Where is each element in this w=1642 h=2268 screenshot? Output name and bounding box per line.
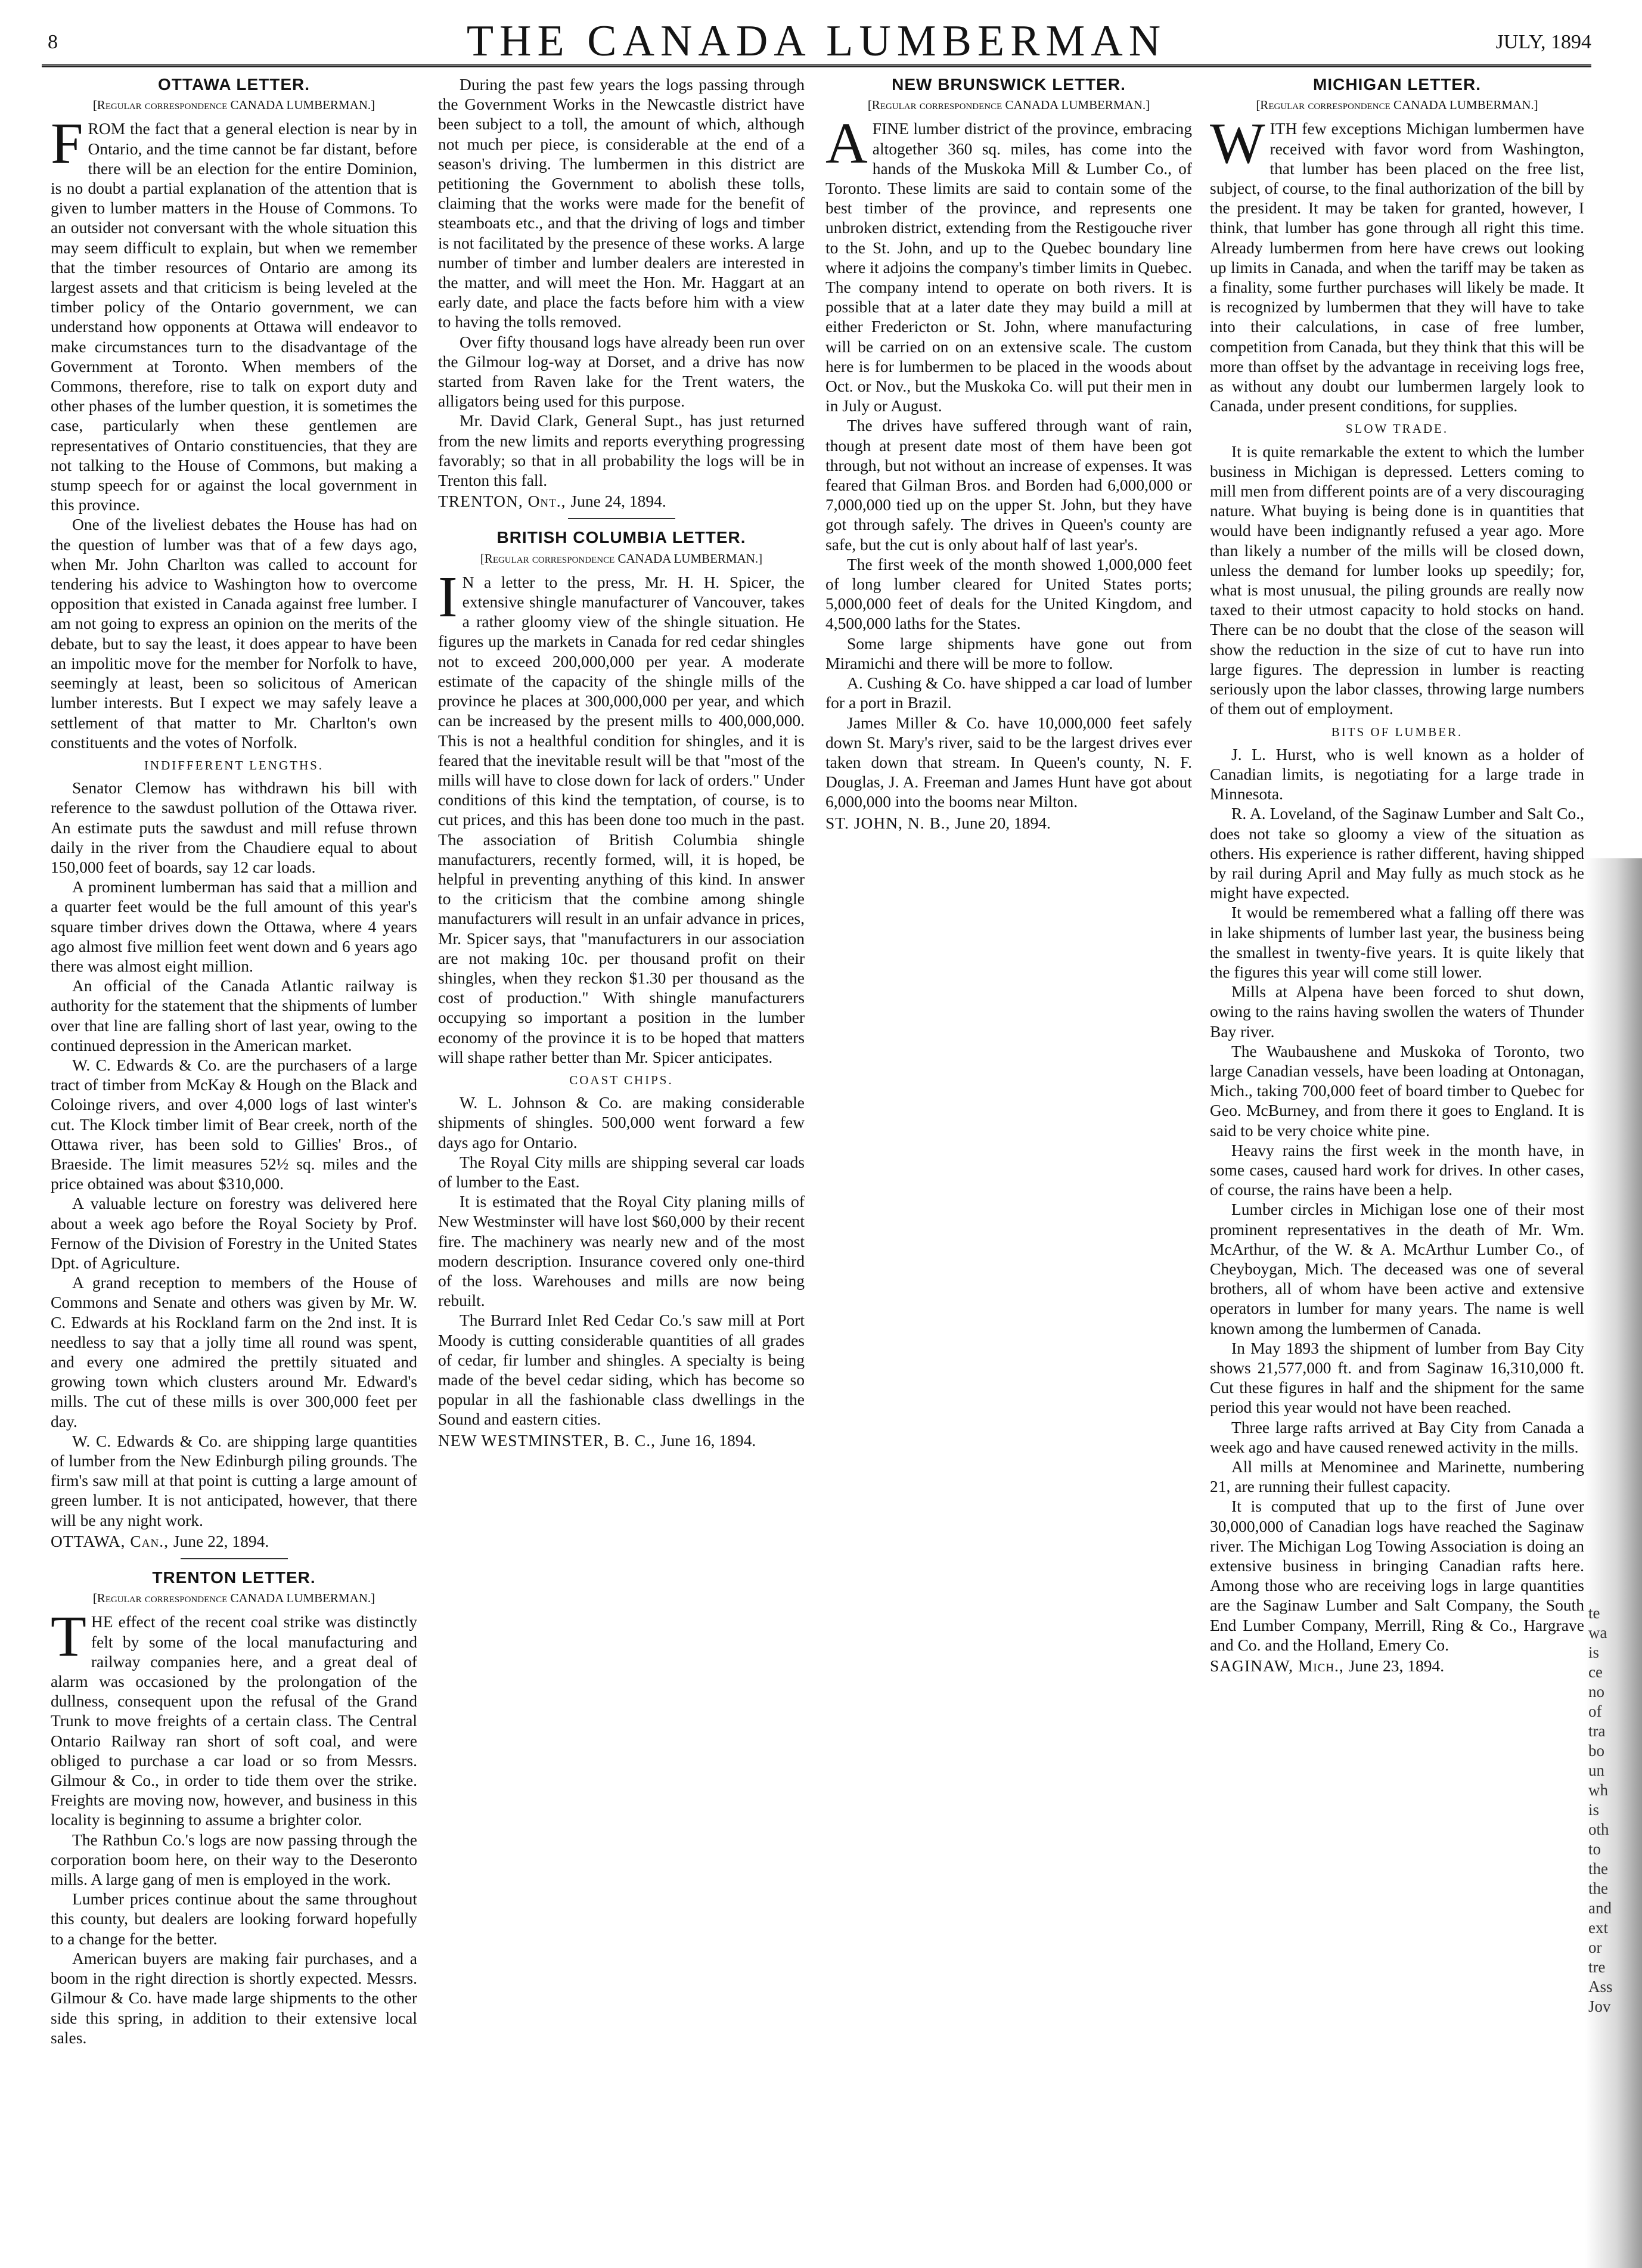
edge-fragment: Jov	[1588, 1997, 1611, 2015]
michigan-paragraph: J. L. Hurst, who is well known as a holder of Canadian limits, is negotiating for a large trade in Minnesota.	[1210, 744, 1584, 803]
edge-fragment: the	[1588, 1879, 1608, 1897]
edge-fragment: Ass	[1588, 1978, 1613, 1996]
trenton-letter	[51, 1568, 417, 2047]
adjacent-page-text-fragments	[1588, 1603, 1630, 2016]
ottawa-paragraph: An official of the Canada Atlantic railway is authority for the statement that the shipments of lumber over that line are falling short of last year, owing to the continued depression in the American market.	[51, 976, 417, 1054]
bc-dateline	[438, 1431, 805, 1450]
edge-fragment: oth	[1588, 1820, 1609, 1838]
edge-fragment: or	[1588, 1938, 1602, 1956]
nb-letter-title: NEW BRUNSWICK LETTER.	[892, 75, 1126, 94]
michigan-subheading: SLOW TRADE.	[1345, 421, 1449, 436]
michigan-paragraph: R. A. Loveland, of the Saginaw Lumber and Salt Co., does not take so gloomy a view of the situation as others. His experience is rather different, having shipped by rail during April and May fully as much stock as he might have expected.	[1210, 804, 1584, 902]
ottawa-paragraph: FROM the fact that a general election is near by in Ontario, and the time cannot be far distant, before there will be an election for the entire Dominion, is no doubt a partial explanation of the attention that is given to lumber matters in the House of Commons. To an outsider not conversant with the whole situation this may seem difficult to explain, but when we remember that the timber resources of Ontario are among its largest assets and that criticism is being leveled at the timber policy of the Ontario government, we can understand how opponents at Ottawa will endeavor to make circumstances turn to the disadvantage of the Government at Toronto. When members of the Commons, therefore, rise to talk on export duty and other phases of the lumber question, it is sometimes the case, particularly when these gentlemen are representatives of Ontario constituencies, that they are not talking to the House of Commons, but making a stump speech for or against the local government in this province.	[51, 111, 417, 514]
edge-fragment: wh	[1588, 1781, 1608, 1799]
trenton-dateline	[438, 491, 805, 511]
nb-paragraph: AFINE lumber district of the province, embracing altogether 360 sq. miles, has come into the hands of the Muskoka Mill & Lumber Co., of Toronto. These limits are said to contain some of the best timber of the province, and represents one unbroken district, extending from the Restigouche river to the St. John, and up to the Quebec boundary line where it adjoins the company's timber limits in Quebec. The company intend to operate on both rivers. It is possible that at a later date they may build a mill at either Fredericton or St. John, where manufacturing will be carried on on an extensive scale. The custom here is for lumbermen to be placed in the woods about Oct. or Nov., but the Muskoka Co. will put their men in in July or August.	[825, 111, 1192, 415]
edge-fragment: to	[1588, 1840, 1601, 1858]
michigan-paragraph: WITH few exceptions Michigan lumbermen have received with favor word from Washington, that lumber has been placed on the free list, subject, of course, to the final authorization of the bill by the president. It may be taken for granted, however, I think, that lumber has gone through all right this time. Already lumbermen from here have crews out looking up limits in Canada, and when the tariff may be taken as a finality, some further purchases will likely be made. It is recognized by lumbermen that they will have to take into their calculations, in case of free lumber, competition from Canada, but they think that this will be more than offset by the advantage in receiving logs free, as without any doubt our lumbermen largely look to Canada, under present conditions, for supplies.	[1210, 111, 1584, 415]
edge-fragment: wa	[1588, 1624, 1607, 1642]
bc-paragraph: IN a letter to the press, Mr. H. H. Spicer, the extensive shingle manufacturer of Vancouver, takes a rather gloomy view of the shingle situation. He figures up the markets in Canada for red cedar shingles not to exceed 200,000,000 per year. A moderate estimate of the capacity of the shingle mills of the province he places at 300,000,000 per year, and which can be increased by the present mills to 400,000,000. This is not a healthful condition for shingles, and it is feared that the inevitable result will be that "most of the mills will have to close down for lack of orders." Under conditions of this kind the temptation, of course, is to cut prices, and this has been done too much in the past. The association of British Columbia shingle manufacturers, recently formed, will, it is hoped, be helpful in preventing anything of this kind. In answer to the criticism that the combine among shingle manufacturers will result in an unfair advance in prices, Mr. Spicer says, that "manufacturers in our association are not making 10c. per thousand profit on their shingles, when they reckon $1.30 per thousand as the cost of production." With shingle manufacturers occupying so important a position in the lumber economy of the province it is to be hoped that matters will shape rather better than Mr. Spicer anticipates.	[438, 564, 805, 1066]
michigan-paragraph: It is quite remarkable the extent to which the lumber business in Michigan is depressed. Letters coming to mill men from different points are of a very discouraging nature. What buying is being done is in quantities that would have been indignantly refused a year ago. More than likely a number of the mills will be closed down, unless the demand for lumber looks up speedily; for, what is most unusual, the piling grounds are really now taxed to their utmost capacity to hold stocks on hand. There can be no doubt that the close of the season will show the reduction in the size of cut to have run into large figures. The depression in lumber is reacting seriously upon the labor classes, throwing large numbers of them out of employment.	[1210, 442, 1584, 718]
trenton-paragraph: Mr. David Clark, General Supt., has just returned from the new limits and reports everything progressing favorably; so that in all probability the logs will be in Trenton this fall.	[438, 411, 805, 490]
edge-fragment: tre	[1588, 1958, 1606, 1976]
masthead-title: THE CANADA LUMBERMAN	[466, 17, 1167, 66]
michigan-paragraph: It is computed that up to the first of June over 30,000,000 of Canadian logs have reached the Saginaw river. The Michigan Log Towing Association is doing an extensive business in bringing Canadian rafts here. Among those who are receiving logs in large quantities are the Saginaw Lumber and Salt Company, the South End Lumber Company, Merrill, Ring & Co., Hargrave and Co. and the Holland, Emery Co.	[1210, 1497, 1584, 1654]
section-divider	[181, 1558, 288, 1559]
michigan-paragraph: It would be remembered what a falling off there was in lake shipments of lumber last year, the business being the smallest in twenty-five years. It is quite likely that the figures this year will come still lower.	[1210, 903, 1584, 981]
dateline-date: June 16, 1894.	[660, 1431, 756, 1450]
trenton-paragraph: During the past few years the logs passing through the Government Works in the Newcastle district have been subject to a toll, the amount of which, although not much per piece, is considerable at the end of a season's driving. The lumbermen in this district are petitioning the Government to abolish these tolls, claiming that the works were made for the benefit of steamboats etc., and that the driving of logs and timber is not facilitated by the presence of these works. A large number of timber and lumber dealers are interested in the matter, and will meet the Hon. Mr. Haggart at an early date, and place the facts before him with a view to having the tolls removed.	[438, 75, 805, 331]
nb-paragraph: Some large shipments have gone out from Miramichi and there will be more to follow.	[825, 634, 1192, 672]
edge-fragment: bo	[1588, 1742, 1604, 1760]
edge-fragment: un	[1588, 1761, 1604, 1779]
column-4	[1210, 75, 1584, 2232]
nb-correspondence-note: [Regular correspondence CANADA LUMBERMAN.]	[867, 98, 1150, 113]
dateline-place: NEW WESTMINSTER, B. C.,	[438, 1431, 656, 1450]
michigan-paragraph: All mills at Menominee and Marinette, numbering 21, are running their fullest capacity.	[1210, 1457, 1584, 1496]
page-number: 8	[48, 31, 58, 53]
michigan-paragraph: Heavy rains the first week in the month have, in some cases, caused hard work for drives. In other cases, of course, the rains have been a help.	[1210, 1140, 1584, 1199]
new-brunswick-letter	[825, 75, 1192, 833]
ottawa-correspondence-note: [Regular correspondence CANADA LUMBERMAN.]	[92, 98, 375, 113]
edge-fragment: no	[1588, 1683, 1604, 1701]
trenton-paragraph: Over fifty thousand logs have already been run over the Gilmour log-way at Dorset, and a drive has now started from Raven lake for the Trent waters, the alligators being used for this purpose.	[438, 332, 805, 411]
edge-fragment: tra	[1588, 1722, 1606, 1740]
ottawa-paragraph: One of the liveliest debates the House has had on the question of lumber was that of a few days ago, when Mr. John Charlton was called to account for tendering his advice to Washington how to overcome opposition that existed in Canada against free lumber. I am not going to express an opinion on the merits of the debate, but to say the least, it does appear to have been an impolitic move for the member for Norfolk to have, seemingly at least, been so solicitous of American lumber interests. But I expect we may safely leave a settlement of that matter to Mr. Charlton's own constituents and the votes of Norfolk.	[51, 515, 417, 752]
dateline-place: SAGINAW, Mich.,	[1210, 1656, 1344, 1676]
edge-fragment: ext	[1588, 1919, 1608, 1937]
michigan-paragraph: In May 1893 the shipment of lumber from Bay City shows 21,577,000 ft. and from Saginaw 16,310,000 ft. Cut these figures in half and the shipment for the same period this year would not have been reached.	[1210, 1338, 1584, 1417]
nb-paragraph: The drives have suffered through want of rain, though at present date most of them have been got through, but not without an increase of expenses. It was feared that Gilman Bros. and Borden had 6,000,000 or 7,000,000 tied up on the upper St. John, but they have got through safely. The drives in Queen's county are safe, but the cut is only about half of last year's.	[825, 416, 1192, 554]
trenton-paragraph: THE effect of the recent coal strike was distinctly felt by some of the local manufacturing and railway companies here, and a great deal of alarm was occasioned by the prolongation of the dullness, consequent upon the refusal of the Grand Trunk to move freights of a certain class. The Central Ontario Railway ran short of soft coal, and were obliged to purchase a car load or so from Messrs. Gilmour & Co., in order to tide them over the strike. Freights are moving now, however, and business in this locality is beginning to assume a brighter color.	[51, 1605, 417, 1829]
michigan-correspondence-note: [Regular correspondence CANADA LUMBERMAN.]	[1256, 98, 1538, 113]
bc-paragraph: W. L. Johnson & Co. are making considerable shipments of shingles. 500,000 went forward a few days ago for Ontario.	[438, 1093, 805, 1152]
ottawa-letter-title: OTTAWA LETTER.	[157, 75, 311, 94]
edge-fragment: te	[1588, 1604, 1600, 1622]
column-1	[51, 75, 417, 2232]
michigan-letter-title: MICHIGAN LETTER.	[1313, 75, 1481, 94]
michigan-paragraph: Three large rafts arrived at Bay City from Canada a week ago and have caused renewed activity in the mills.	[1210, 1417, 1584, 1456]
edge-fragment: and	[1588, 1899, 1612, 1917]
bc-paragraph: The Royal City mills are shipping several car loads of lumber to the East.	[438, 1152, 805, 1191]
trenton-letter-continued	[438, 75, 805, 511]
ottawa-paragraph: A valuable lecture on forestry was delivered here about a week ago before the Royal Society by Prof. Fernow of the Division of Forestry in the United States Dpt. of Agriculture.	[51, 1194, 417, 1272]
edge-fragment: the	[1588, 1860, 1608, 1878]
dateline-date: June 23, 1894.	[1348, 1656, 1445, 1676]
column-2	[438, 75, 805, 2232]
trenton-paragraph: Lumber prices continue about the same throughout this county, but dealers are looking forward hopefully to a change for the better.	[51, 1890, 417, 1948]
michigan-paragraph: Mills at Alpena have been forced to shut down, owing to the rains having swollen the waters of Thunder Bay river.	[1210, 982, 1584, 1041]
ottawa-subheading: INDIFFERENT LENGTHS.	[144, 758, 324, 772]
edge-fragment: ce	[1588, 1663, 1603, 1681]
trenton-letter-title: TRENTON LETTER.	[152, 1568, 316, 1587]
trenton-paragraph: The Rathbun Co.'s logs are now passing through the corporation boom here, on their way to the Deseronto mills. A large gang of men is employed in the work.	[51, 1830, 417, 1889]
ottawa-paragraph: W. C. Edwards & Co. are shipping large quantities of lumber from the New Edinburgh piling grounds. The firm's saw mill at that point is cutting a large amount of green lumber. It is not anticipated, however, that there will be any night work.	[51, 1431, 417, 1529]
dateline-date: June 22, 1894.	[173, 1531, 269, 1550]
ottawa-letter	[51, 75, 417, 1551]
michigan-letter	[1210, 75, 1584, 1676]
edge-fragment: of	[1588, 1702, 1602, 1720]
ottawa-paragraph: A prominent lumberman has said that a million and a quarter feet would be the full amount of this year's square timber drives down the Ottawa, where 4 years ago almost five million feet went down and 6 years ago there was almost eight million.	[51, 877, 417, 975]
michigan-paragraph: The Waubaushene and Muskoka of Toronto, two large Canadian vessels, have been loading at Ontonagan, Mich., taking 700,000 feet of board timber to Quebec for Geo. McBurney, and from there it goes to England. It is said to be very choice white pine.	[1210, 1041, 1584, 1140]
nb-paragraph: A. Cushing & Co. have shipped a car load of lumber for a port in Brazil.	[825, 674, 1192, 712]
bc-correspondence-note: [Regular correspondence CANADA LUMBERMAN.]	[480, 551, 763, 566]
dateline-place: TRENTON, Ont.,	[438, 492, 566, 511]
dateline-place: ST. JOHN, N. B.,	[825, 813, 951, 832]
bc-subheading: COAST CHIPS.	[569, 1072, 673, 1087]
issue-date: JULY, 1894	[1495, 31, 1591, 53]
ottawa-paragraph: Senator Clemow has withdrawn his bill with reference to the sawdust pollution of the Ottawa river. An estimate puts the sawdust and mill refuse thrown daily in the river from the Chaudiere equal to about 150,000 feet of boards, say 12 car loads.	[51, 778, 417, 876]
michigan-dateline	[1210, 1656, 1584, 1676]
british-columbia-letter	[438, 528, 805, 1450]
column-3	[825, 75, 1192, 2232]
nb-dateline	[825, 813, 1192, 833]
trenton-correspondence-note: [Regular correspondence CANADA LUMBERMAN.]	[92, 1591, 375, 1606]
adjacent-page-edge	[1585, 858, 1642, 2268]
ottawa-dateline	[51, 1531, 417, 1551]
section-divider	[568, 518, 675, 519]
dateline-date: June 24, 1894.	[570, 492, 666, 511]
dateline-date: June 20, 1894.	[955, 813, 1051, 832]
nb-paragraph: James Miller & Co. have 10,000,000 feet safely down St. Mary's river, said to be the largest drives ever taken down that stream. In Queen's county, N. F. Douglas, J. A. Freeman and James Hunt have got about 6,000,000 into the booms near Milton.	[825, 713, 1192, 811]
edge-fragment: is	[1588, 1801, 1600, 1819]
dateline-place: OTTAWA, Can.,	[51, 1531, 169, 1550]
bc-paragraph: It is estimated that the Royal City planing mills of New Westminster will have lost $60,000 by their recent fire. The machinery was nearly new and of the most modern description. Insurance covered only one-third of the loss. Warehouses and mills are now being rebuilt.	[438, 1192, 805, 1310]
bc-paragraph: The Burrard Inlet Red Cedar Co.'s saw mill at Port Moody is cutting considerable quantities of all grades of cedar, fir lumber and shingles. A specialty is being made of the bevel cedar siding, which has become so popular in all the fashionable class dwellings in the Sound and eastern cities.	[438, 1311, 805, 1429]
michigan-paragraph: Lumber circles in Michigan lose one of their most prominent representatives in the death of Mr. Wm. McArthur, of the W. & A. McArthur Lumber Co., of Cheyboygan, Mich. The deceased was one of several brothers, all of whom have been active and extensive operators in lumber for many years. The name is well known among the lumbermen of Canada.	[1210, 1200, 1584, 1338]
ottawa-paragraph: W. C. Edwards & Co. are the purchasers of a large tract of timber from McKay & Hough on the Black and Coloinge rivers, and over 4,000 logs of last winter's cut. The Klock timber limit of Bear creek, north of the Ottawa river, has been sold to Gillies' Bros., of Braeside. The limit measures 52½ sq. miles and the price obtained was about $310,000.	[51, 1055, 417, 1193]
page-header	[42, 18, 1591, 67]
nb-paragraph: The first week of the month showed 1,000,000 feet of long lumber cleared for United States ports; 5,000,000 feet of deals for the United Kingdom, and 4,500,000 laths for the States.	[825, 554, 1192, 633]
bc-letter-title: BRITISH COLUMBIA LETTER.	[496, 528, 746, 547]
edge-fragment: is	[1588, 1643, 1600, 1661]
michigan-subheading: BITS OF LUMBER.	[1331, 724, 1463, 739]
ottawa-paragraph: A grand reception to members of the House of Commons and Senate and others was given by Mr. W. C. Edwards at his Rockland farm on the 2nd inst. It is needless to say that a jolly time all round was spent, and every one admired the prettily situated and growing town which clusters around Mr. Edward's mills. The cut of these mills is over 300,000 feet per day.	[51, 1273, 417, 1431]
trenton-paragraph: American buyers are making fair purchases, and a boom in the right direction is shortly expected. Messrs. Gilmour & Co. have made large shipments to the other side this spring, in addition to their extensive local sales.	[51, 1949, 417, 2047]
